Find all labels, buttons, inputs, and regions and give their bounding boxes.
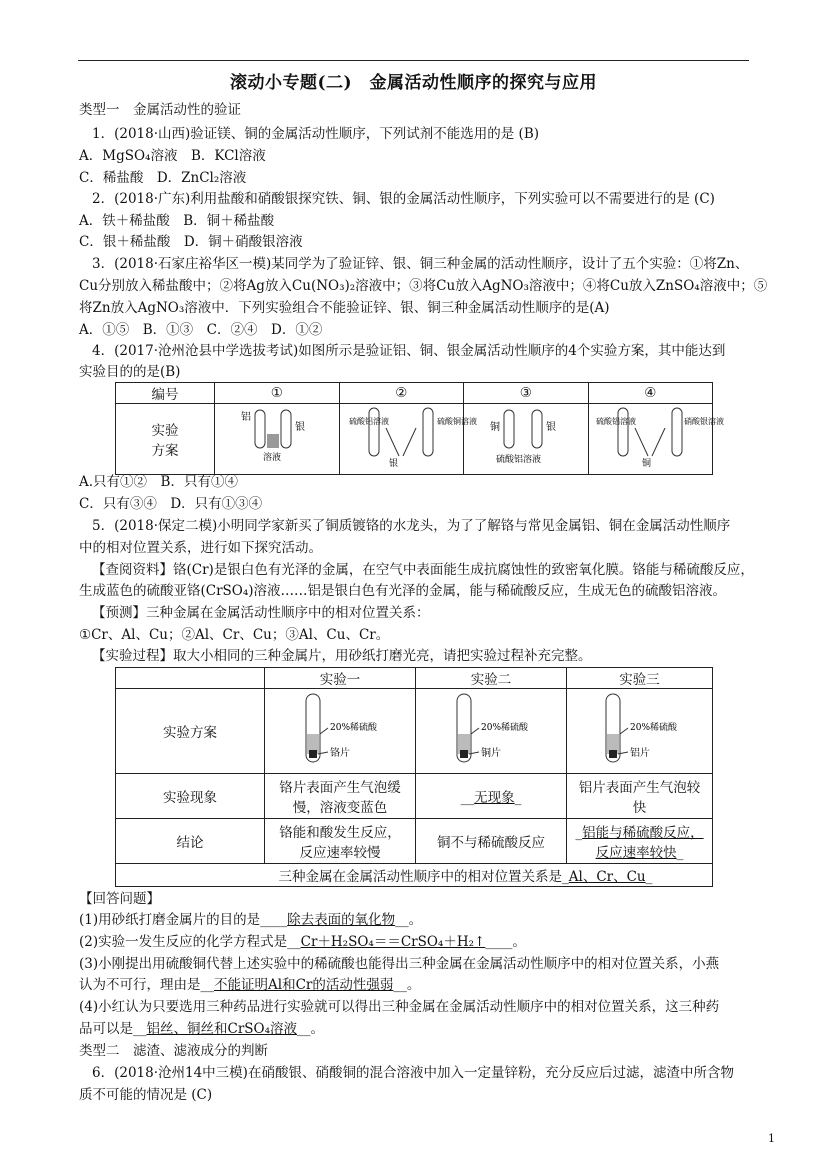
q5-th-2: 实验二 — [416, 668, 567, 689]
q5-row-con-label: 结论 — [116, 819, 265, 864]
q5-a1: (1)用砂纸打磨金属片的目的是____除去表面的氧化物__。 — [79, 912, 423, 928]
q5-row-obs-label: 实验现象 — [116, 774, 265, 819]
q5-plan-1 — [265, 689, 416, 774]
q4-setup-4 — [588, 404, 725, 475]
q2-stem: 2．(2018·广东)利用盐酸和硝酸银探究铁、铜、银的金属活动性顺序，下列实验可以不需要进行的是 (C) — [92, 191, 715, 207]
q5-procedure: 【实验过程】取大小相同的三种金属片，用砂纸打磨光亮，请把实验过程补充完整。 — [92, 648, 592, 664]
q5-info2: 生成蓝色的硫酸亚铬(CrSO₄)溶液……铝是银白色有光泽的金属，能与稀硫酸反应，生成无色的硫酸铝溶液。 — [79, 583, 727, 599]
svg-text:硫酸铝溶液: 硫酸铝溶液 — [349, 417, 390, 426]
svg-text:铝: 铝 — [240, 412, 251, 423]
q5-info1: 【查阅资料】铬(Cr)是银白色有光泽的金属，在空气中表面能生成抗腐蚀性的致密氧化膜。铬能与稀硫酸反应， — [92, 562, 754, 578]
svg-text:硫酸铝溶液: 硫酸铝溶液 — [596, 417, 637, 426]
q5-line1: 5．(2018·保定二模)小明同学家新买了铜质镀铬的水龙头，为了了解铬与常见金属铝、铜在金属活动性顺序 — [92, 518, 731, 534]
q4-line2: 实验目的的是(B) — [79, 364, 181, 380]
svg-text:20%稀硫酸: 20%稀硫酸 — [629, 723, 677, 734]
q3-options: A．①⑤ B．①③ C．②④ D．①② — [79, 322, 323, 338]
svg-text:铝片: 铝片 — [629, 748, 650, 760]
q1-options-ab: A．MgSO₄溶液 B．KCl溶液 — [79, 148, 266, 164]
q1-options-cd: C．稀盐酸 D．ZnCl₂溶液 — [79, 170, 247, 186]
svg-text:铜: 铜 — [489, 422, 500, 433]
q5-th-1: 实验一 — [265, 668, 416, 689]
q4-setup-2 — [339, 404, 478, 475]
q5-predict2: ①Cr、Al、Cu；②Al、Cr、Cu；③Al、Cu、Cr。 — [79, 627, 390, 643]
q5-con-2: 铜不与稀硫酸反应 — [416, 819, 567, 864]
svg-text:溶液: 溶液 — [262, 453, 281, 463]
q5-predict1: 【预测】三种金属在金属活动性顺序中的相对位置关系： — [92, 605, 430, 621]
q5-obs-1: 铬片表面产生气泡缓 慢，溶液变蓝色 — [265, 774, 416, 819]
q5-obs-2: __无现象_ — [416, 774, 567, 819]
q5-line2: 中的相对位置关系，进行如下探究活动。 — [79, 540, 322, 556]
page-title: 滚动小专题(二) 金属活动性顺序的探究与应用 — [229, 73, 598, 93]
q4-row-label: 实验 方案 — [116, 404, 215, 475]
q4-th-2: ② — [339, 383, 464, 404]
q4-setup-3-drawing — [466, 404, 586, 470]
q6-line1: 6．(2018·沧州14中三模)在硝酸银、硝酸铜的混合溶液中加入一定量锌粉，充分反应后过滤，滤渣中所含物 — [92, 1065, 734, 1081]
q5-a3-line2: 认为不可行，理由是__不能证明Al和Cr的活动性强弱__。 — [79, 977, 421, 993]
q2-options-cd: C．银＋稀盐酸 D．铜＋硝酸银溶液 — [79, 234, 303, 250]
q5-plan-3 — [567, 689, 713, 774]
svg-text:银: 银 — [294, 422, 305, 433]
q5-tube-2 — [421, 690, 561, 768]
q5-tube-1 — [270, 690, 410, 768]
q5-con-3: _铝能与稀硫酸反应， 反应速率较快_ — [567, 819, 713, 864]
q5-tube-3 — [570, 690, 710, 768]
svg-text:银: 银 — [389, 459, 399, 469]
svg-text:20%稀硫酸: 20%稀硫酸 — [330, 723, 378, 734]
top-rule — [78, 60, 749, 61]
svg-text:铜片: 铜片 — [481, 748, 501, 760]
svg-text:铜: 铜 — [642, 459, 652, 469]
q4-setup-1 — [215, 404, 340, 475]
q1-stem: 1．(2018·山西)验证镁、铜的金属活动性顺序，下列试剂不能选用的是 (B) — [92, 126, 540, 142]
q5-a4-line1: (4)小红认为只要选用三种药品进行实验就可以得出三种金属在金属活动性顺序中的相对位置关系，这三种药 — [79, 999, 720, 1015]
svg-text:硫酸铝溶液: 硫酸铝溶液 — [495, 455, 541, 465]
q4-table — [115, 382, 725, 475]
svg-text:铬片: 铬片 — [330, 748, 350, 760]
svg-text:硝酸银溶液: 硝酸银溶液 — [684, 417, 725, 426]
q4-th-0: 编号 — [116, 383, 215, 404]
q3-line2: Cu分别放入稀盐酸中；②将Ag放入Cu(NO₃)₂溶液中；③将Cu放入AgNO₃溶液中；④将Cu放入ZnSO₄溶液中；⑤ — [79, 278, 768, 294]
q5-a2: (2)实验一发生反应的化学方程式是__Cr＋H₂SO₄＝＝CrSO₄＋H₂↑____。 — [79, 934, 526, 950]
svg-text:硫酸铜溶液: 硫酸铜溶液 — [437, 417, 478, 426]
q5-plan-2 — [416, 689, 567, 774]
q4-setup-4-drawing — [590, 404, 725, 470]
q4-th-4: ④ — [588, 383, 713, 404]
q2-options-ab: A．铁＋稀盐酸 B．铜＋稀盐酸 — [79, 213, 275, 229]
q3-line3: 将Zn放入AgNO₃溶液中．下列实验组合不能验证锌、银、铜三种金属活动性顺序的是(A) — [79, 300, 610, 316]
q4-options-cd: C．只有③④ D．只有①③④ — [79, 496, 263, 512]
q4-th-3: ③ — [464, 383, 589, 404]
q5-th-3: 实验三 — [567, 668, 713, 689]
q5-table — [115, 667, 713, 887]
q4-setup-2-drawing — [341, 404, 478, 470]
q4-setup-1-drawing — [217, 404, 337, 470]
q4-setup-3 — [464, 404, 589, 475]
type1-heading: 类型一 金属活动性的验证 — [79, 102, 241, 118]
q5-con-1: 铬能和酸发生反应， 反应速率较慢 — [265, 819, 416, 864]
q5-row-plan-label: 实验方案 — [116, 689, 265, 774]
type2-heading: 类型二 滤渣、滤液成分的判断 — [79, 1043, 268, 1059]
svg-text:银: 银 — [545, 422, 556, 433]
q5-a3-line1: (3)小刚提出用硫酸铜代替上述实验中的稀硫酸也能得出三种金属在金属活动性顺序中的相对位置关系，小燕 — [79, 956, 720, 972]
q4-th-1: ① — [215, 383, 340, 404]
page-number: 1 — [768, 1132, 775, 1145]
q3-line1: 3．(2018·石家庄裕华区一模)某同学为了验证锌、银、铜三种金属的活动性顺序，设计了五个实验：①将Zn、 — [92, 256, 749, 272]
q4-options-ab: A.只有①② B．只有①④ — [79, 474, 238, 490]
q5-obs-3: 铝片表面产生气泡较 快 — [567, 774, 713, 819]
q5-answers-heading: 【回答问题】 — [79, 891, 160, 907]
q6-line2: 质不可能的情况是 (C) — [79, 1087, 213, 1103]
q4-line1: 4．(2017·沧州沧县中学选拔考试)如图所示是验证铝、铜、银金属活动性顺序的4个实验方案，其中能达到 — [92, 343, 726, 359]
q5-final: 三种金属在金属活动性顺序中的相对位置关系是_Al、Cr、Cu_ — [265, 864, 713, 887]
q5-a4-line2: 品可以是__铝丝、铜丝和CrSO₄溶液__。 — [79, 1021, 325, 1037]
svg-text:20%稀硫酸: 20%稀硫酸 — [481, 723, 529, 734]
